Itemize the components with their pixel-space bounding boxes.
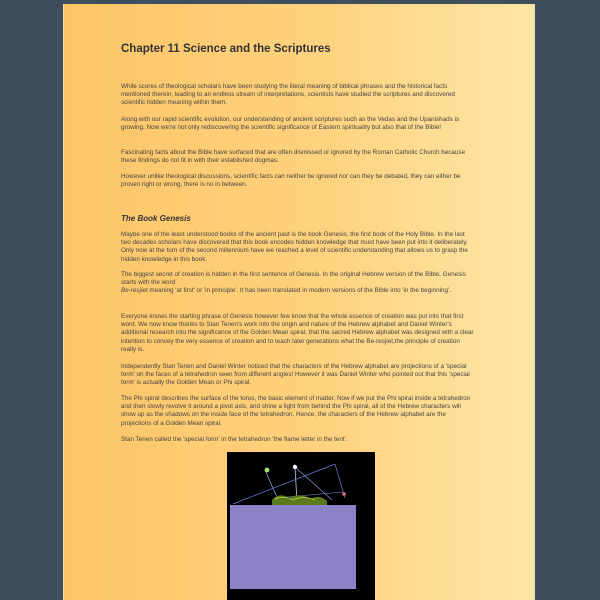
section-paragraph-4: Independently Stan Tenen and Daniel Winter noticed that the characters of the Hebrew alphabet are projections of a 'special form' on the faces of a tetrahedron seen from different angles! However it was Daniel Winter who pointed out that this 'special form' is actually the Golden Mean or Phi spiral. (121, 363, 470, 387)
section-paragraph-1: Maybe one of the least understood books of the ancient past is the book Genesis, the first book of the Holy Bible. In the last two decades scholars have discovered that this book encodes hidden knowledge that must have been put into it deliberately. Only now at the turn of the second millennium have we reached a level of scientific understanding that allows us to grasp the hidden knowledge in this book. (121, 231, 468, 263)
chapter-title: Chapter 11 Science and the Scriptures (121, 43, 331, 55)
tetrahedron-figure (227, 452, 375, 600)
vertex-dot-white (293, 465, 297, 469)
section-paragraph-6: Stan Tenen called the 'special form' in the tetrahedron 'the flame letter in the tent'. (121, 436, 348, 443)
intro-paragraph-2: Along with our rapid scientific evolution, our understanding of ancient scriptures such as the Vedas and the Upanishads is growing. Now we're not only rediscovering the scientific significance of Eastern spirituality but also that of the Bible! (121, 116, 460, 132)
paragraph-2-tail: meaning 'at first' or 'in principle'. It has been translated in modern versions of the Bible into 'in the beginning'. (147, 287, 451, 295)
section-paragraph-2 (121, 271, 474, 296)
term-be-resjiet: Be-resjiet (121, 287, 148, 295)
section-title: The Book Genesis (121, 214, 191, 223)
intro-paragraph-3: Fascinating facts about the Bible have surfaced that are often dismissed or ignored by the Roman Catholic Church because these findings do not fit in with their established dogmas. (121, 149, 466, 165)
paragraph-2-lead: The biggest secret of creation is hidden in the first sentence of Genesis. In the original Hebrew version of the Bible, Genesis starts with the word (121, 271, 466, 287)
vertex-dot-red (342, 492, 346, 496)
tetrahedron-illustration (227, 452, 375, 600)
vertex-dot-green (265, 468, 270, 473)
projection-face (230, 505, 356, 589)
intro-paragraph-4: However unlike theological discussions, scientific facts can neither be ignored nor can they be debated, they can either be proven right or wrong, there is no in between. (121, 173, 461, 189)
section-paragraph-3: Everyone knows the starting phrase of Genesis however few know that the whole essence of creation was put into that first word. We now know thanks to Stan Tenen's work into the origin and nature of the Hebrew alphabet and Daniel Winter's additional research into the significance of the Golden Mean spiral, that the sacred Hebrew alphabet was designed with a clear intention to convey the very essence of creation and to teach later generations what the Be-resjiet,the principle of creation really is. (121, 313, 474, 353)
section-paragraph-5: The Phi spiral describes the surface of the torus, the basic element of matter. Now if we put the Phi spiral inside a tetrahedron and then slowly revolve it around a pivot axis, and shine a light from behind the Phi spiral, all of the Hebrew characters will show up as the shadows on the inside face of the tetrahedron. Hence, the characters of the Hebrew alphabet are the projections of a Golden Mean spiral. (121, 395, 471, 427)
intro-paragraph-1: While scores of theological scholars have been studying the literal meaning of biblical phrases and the historical facts mentioned therein, leading to an endless stream of interpretations, scientists have studied the scriptures and discovered scientific hidden meaning within them. (121, 83, 455, 107)
page-column (63, 4, 535, 600)
